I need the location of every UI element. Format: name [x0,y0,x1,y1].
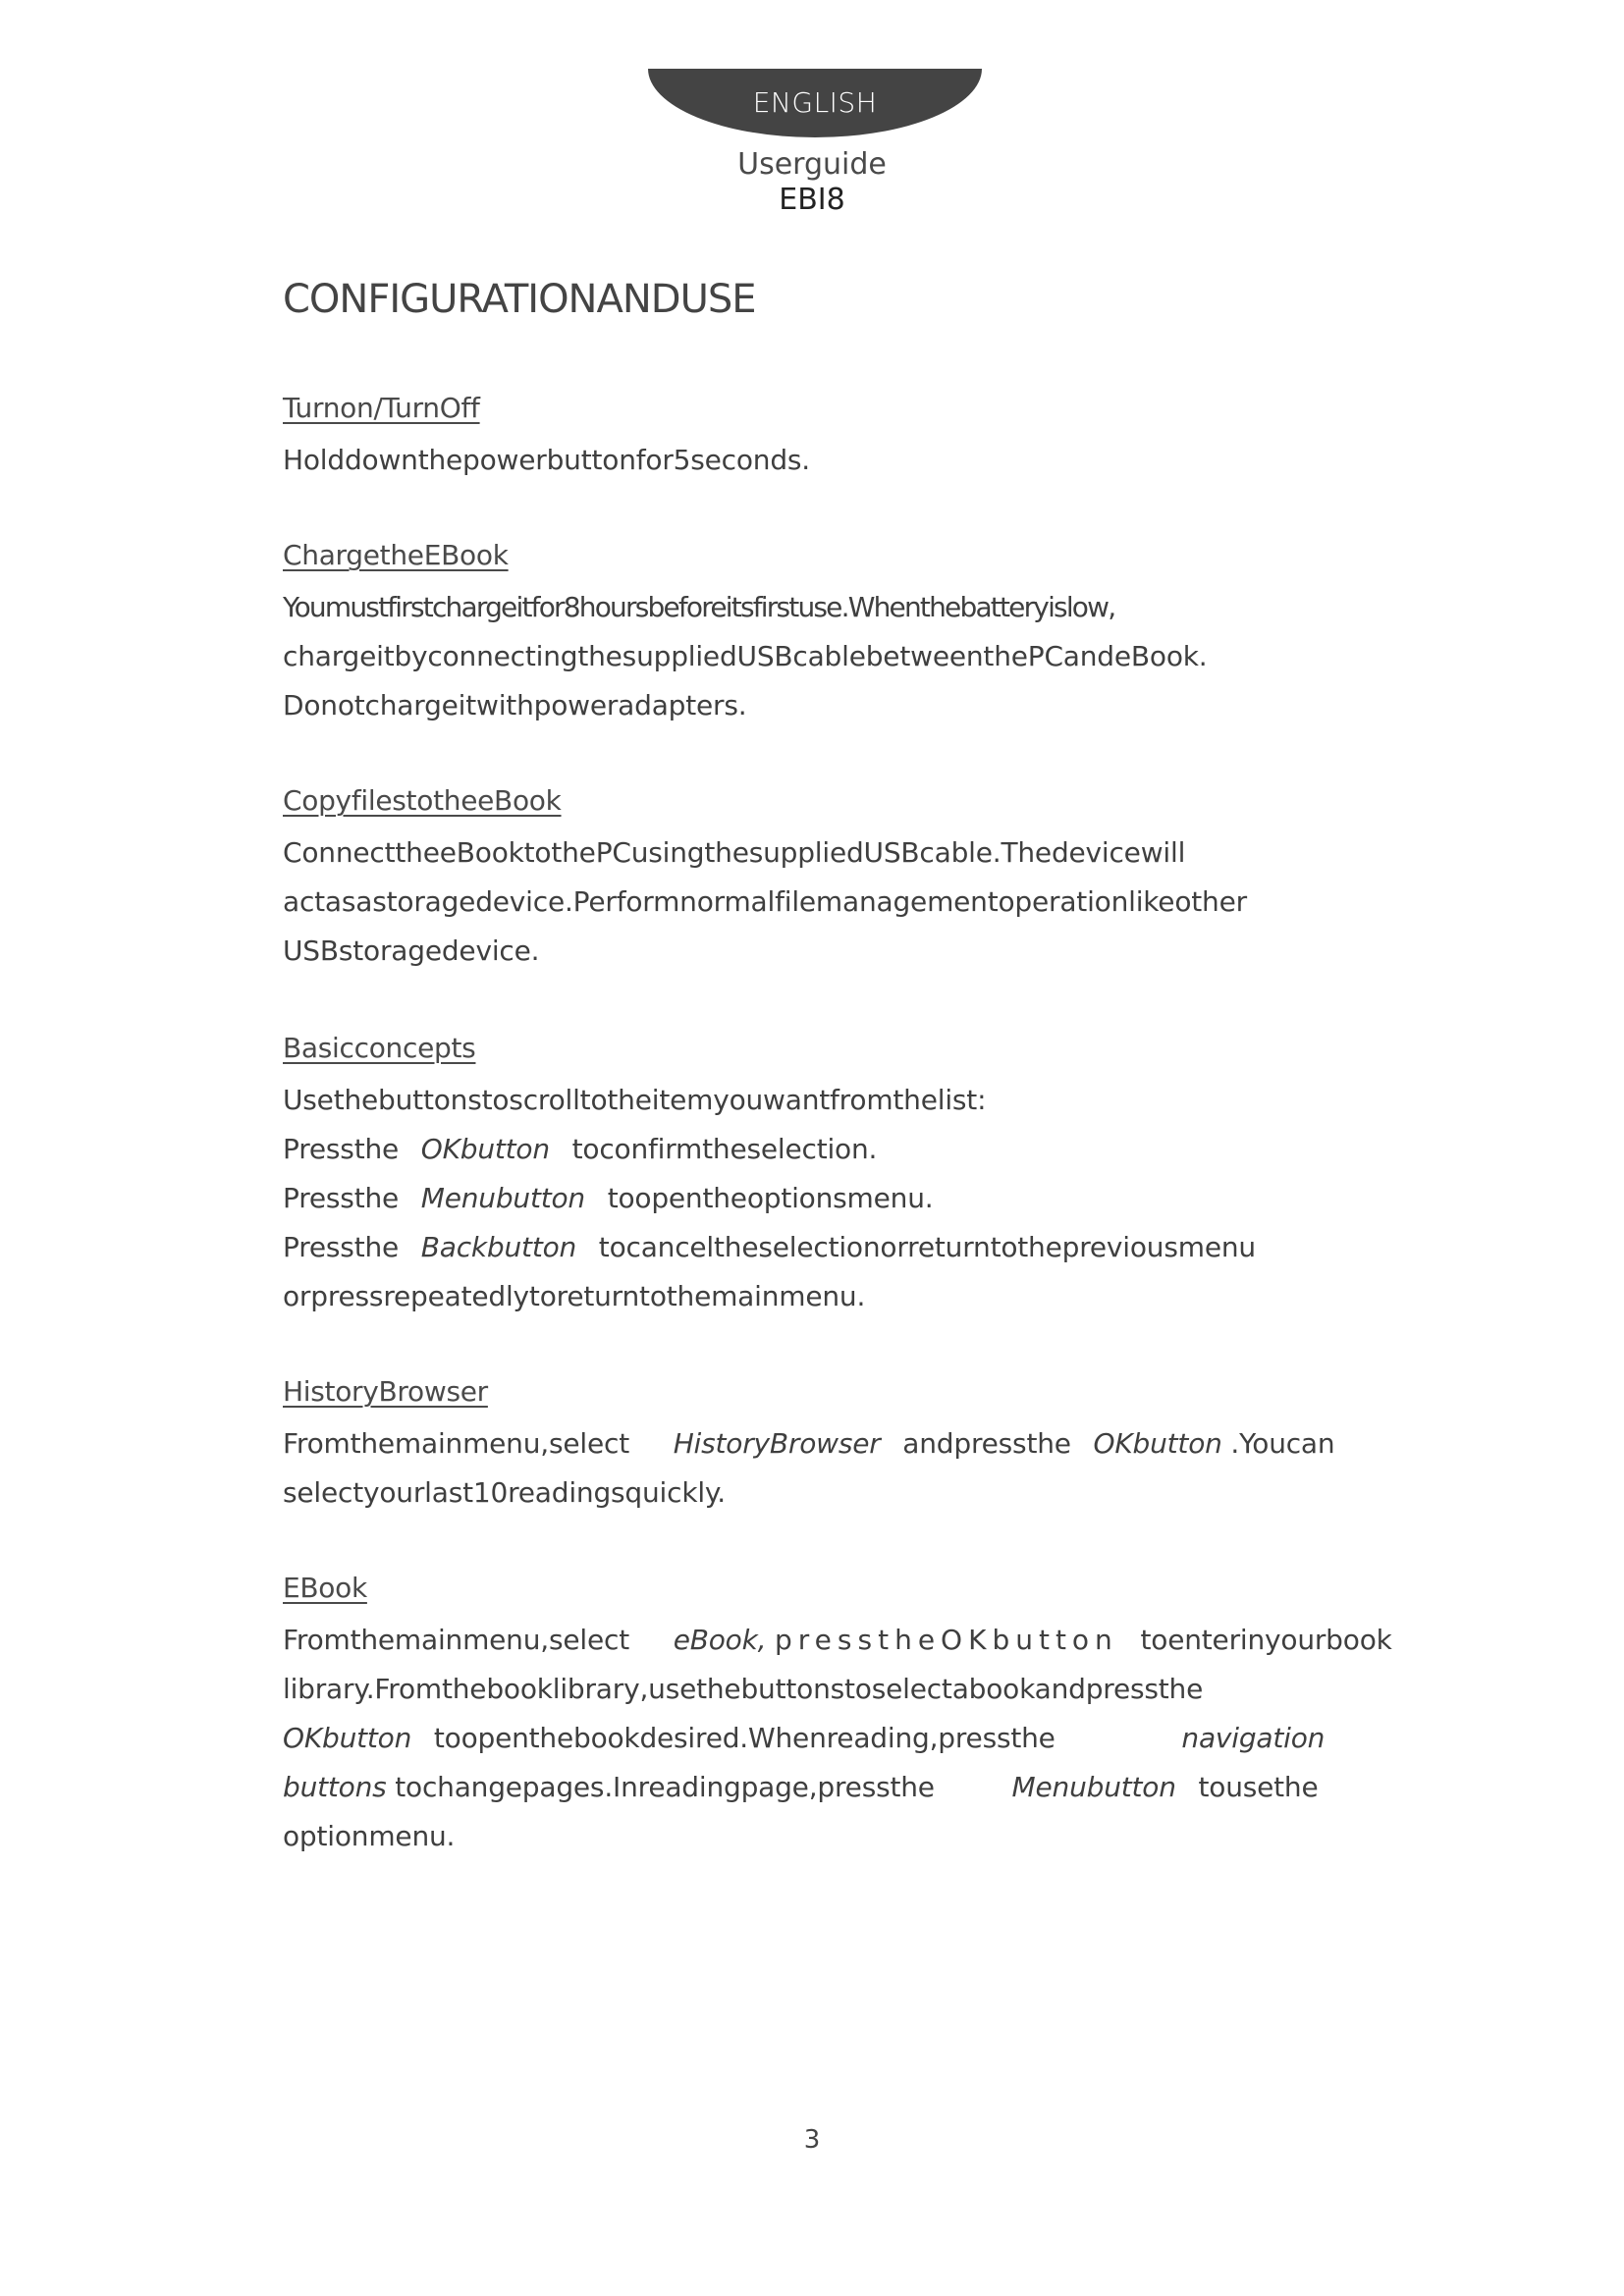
section-heading: HistoryBrowser [283,1375,488,1408]
ok-button-term: OKbutton [1093,1427,1222,1460]
body-line: chargeitbyconnectingthesuppliedUSBcablebetweenthePCandeBook. [283,640,1208,672]
text-segment: Pressthe [283,1182,400,1214]
page-number: 3 [803,2125,821,2155]
text-segment: Pressthe [283,1231,400,1263]
body-line: Donotchargeitwithpoweradapters. [283,689,747,721]
body-line: actasastoragedevice.Performnormalfilemanagementoperationlikeother [283,885,1247,918]
body-line: orpressrepeatedlytoreturntothemainmenu. [283,1280,866,1312]
history-browser-term: HistoryBrowser [673,1427,881,1460]
text-segment: andpressthe [902,1427,1071,1460]
page-title: CONFIGURATIONANDUSE [283,277,756,322]
section-basic-concepts [283,1027,1382,1321]
doc-label: Userguide [737,147,887,182]
text-segment: tousethe [1198,1771,1319,1803]
section-turn-on-off [283,387,1382,485]
menu-button-term: Menubutton [1011,1771,1176,1803]
buttons-term: buttons [283,1771,387,1803]
ebook-line-4 [283,1763,1382,1812]
text-segment: tocanceltheselectionorreturntothepreviousmenu [598,1231,1256,1263]
text-segment: toenterinyourbook [1140,1624,1392,1656]
navigation-term: navigation [1181,1722,1326,1754]
language-tab [648,69,982,137]
body-line: USBstoragedevice. [283,934,540,967]
history-line-1 [283,1419,1382,1468]
language-label: ENGLISH [752,85,878,119]
body-line: selectyourlast10readingsquickly. [283,1476,726,1509]
text-segment: toopentheoptionsmenu. [607,1182,934,1214]
ebook-line-1 [283,1616,1392,1665]
body-line: optionmenu. [283,1820,456,1852]
section-heading: CopyfilestotheeBook [283,784,562,817]
body-line: Usethebuttonstoscrolltotheitemyouwantfromthelist: [283,1084,987,1116]
doc-model: EBI8 [779,183,845,217]
section-heading: Turnon/TurnOff [283,392,480,424]
section-copy-files [283,779,1382,976]
text-segment: Fromthemainmenu,select [283,1427,629,1460]
section-heading: Basicconcepts [283,1032,476,1064]
ok-button-term: OKbutton [420,1133,550,1165]
section-ebook [283,1567,1392,1861]
menu-button-term: Menubutton [420,1182,585,1214]
text-segment: Pressthe [283,1133,400,1165]
section-charge-ebook [283,534,1382,730]
back-button-line [283,1223,1382,1272]
text-segment: toopenthebookdesired.Whenreading,pressthe [433,1722,1056,1754]
text-segment: Fromthemainmenu,select [283,1624,629,1656]
body-line: Holddownthepowerbuttonfor5seconds. [283,444,810,476]
section-history-browser [283,1370,1382,1518]
section-heading: EBook [283,1572,367,1604]
text-segment: tochangepages.Inreadingpage,pressthe [395,1771,935,1803]
ok-button-line [283,1125,1382,1174]
ebook-term: eBook, [673,1624,767,1656]
body-line: library.Fromthebooklibrary,usethebuttonstoselectabookandpressthe [283,1673,1204,1705]
text-segment: toconfirmtheselection. [571,1133,878,1165]
body-line: ConnecttheeBooktothePCusingthesuppliedUSBcable.Thedevicewill [283,836,1186,869]
ok-button-term: OKbutton [283,1722,412,1754]
menu-button-line [283,1174,1382,1223]
body-line: Youmustfirstchargeitfor8hoursbeforeitsfirstuse.Whenthebatteryislow, [283,591,1115,623]
text-segment: presstheOKbutton [775,1624,1118,1656]
section-heading: ChargetheEBook [283,539,509,571]
back-button-term: Backbutton [420,1231,577,1263]
text-segment: .Youcan [1230,1427,1335,1460]
ebook-line-3 [283,1714,1382,1763]
